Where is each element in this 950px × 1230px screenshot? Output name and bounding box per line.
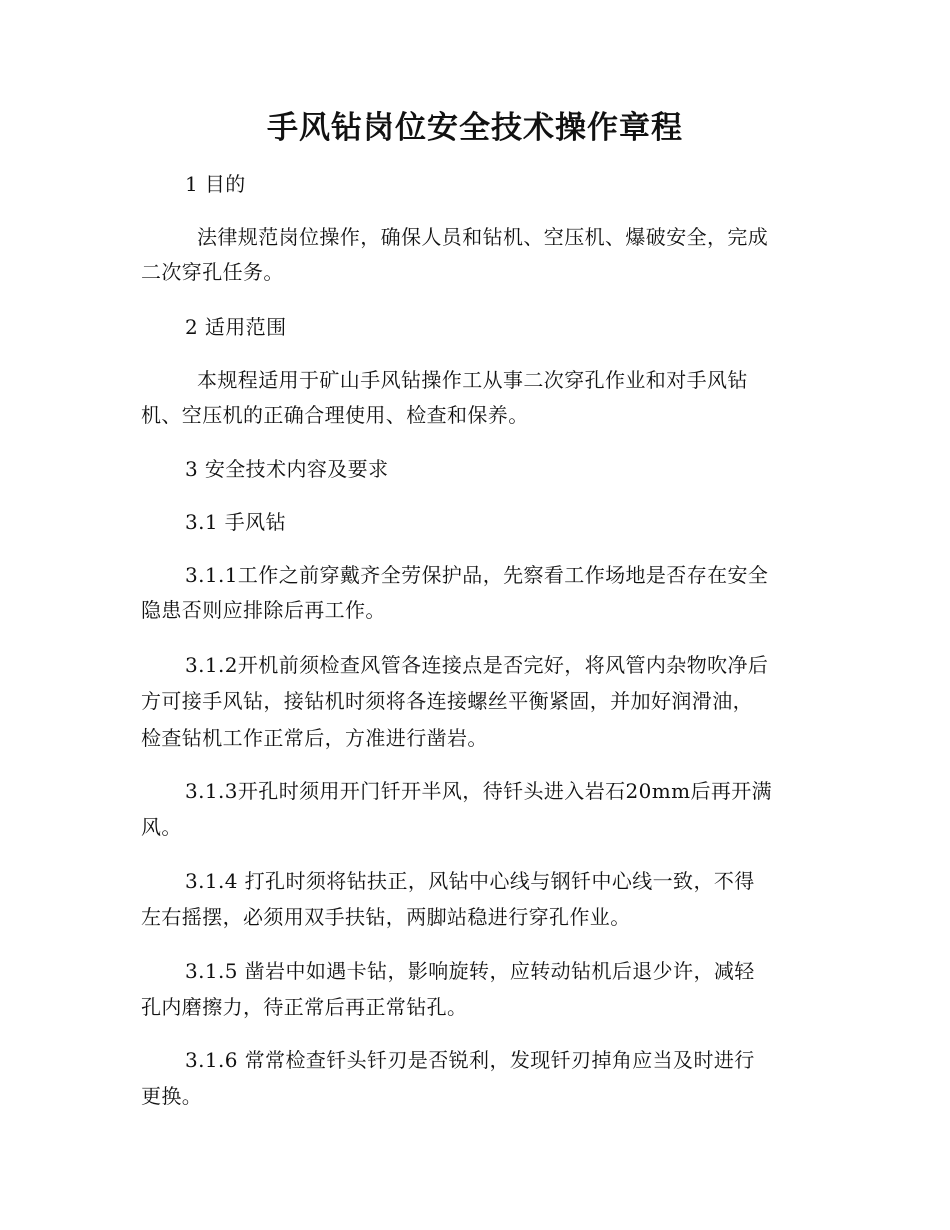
item-3-1-5-line-2: 孔内磨擦力，待正常后再正常钻孔。: [141, 995, 468, 1019]
item-3-1-2-line-2: 方可接手风钻，接钻机时须将各连接螺丝平衡紧固，并加好润滑油，: [141, 689, 753, 713]
section-2-heading: 2 适用范围: [185, 315, 287, 339]
item-3-1-2-line-1: 3.1.2开机前须检查风管各连接点是否完好，将风管内杂物吹净后: [185, 653, 769, 677]
item-3-1-1-line-2: 隐患否则应排除后再工作。: [141, 598, 386, 622]
item-3-1-3-line-2: 风。: [141, 815, 182, 839]
item-3-1-6-line-1: 3.1.6 常常检查钎头钎刃是否锐利，发现钎刃掉角应当及时进行: [185, 1048, 755, 1072]
item-3-1-1-line-1: 3.1.1工作之前穿戴齐全劳保护品，先察看工作场地是否存在安全: [185, 563, 769, 587]
item-3-1-3-line-1: 3.1.3开孔时须用开门钎开半风，待钎头进入岩石20mm后再开满: [185, 779, 773, 803]
item-3-1-6-line-2: 更换。: [141, 1084, 203, 1108]
section-1-paragraph-line-1: 法律规范岗位操作，确保人员和钻机、空压机、爆破安全，完成: [197, 225, 769, 249]
section-1-heading: 1 目的: [185, 172, 246, 196]
document-title: 手风钻岗位安全技术操作章程: [267, 110, 683, 146]
item-3-1-2-line-3: 检查钻机工作正常后，方准进行凿岩。: [141, 726, 488, 750]
section-3-1-heading: 3.1 手风钻: [185, 510, 286, 534]
item-3-1-4-line-2: 左右摇摆，必须用双手扶钻，两脚站稳进行穿孔作业。: [141, 905, 631, 929]
section-2-paragraph-line-1: 本规程适用于矿山手风钻操作工从事二次穿孔作业和对手风钻: [197, 368, 748, 392]
section-1-paragraph-line-2: 二次穿孔任务。: [141, 260, 284, 284]
item-3-1-5-line-1: 3.1.5 凿岩中如遇卡钻，影响旋转，应转动钻机后退少许，减轻: [185, 959, 755, 983]
section-3-heading: 3 安全技术内容及要求: [185, 457, 389, 481]
item-3-1-4-line-1: 3.1.4 打孔时须将钻扶正，风钻中心线与钢钎中心线一致，不得: [185, 869, 755, 893]
section-2-paragraph-line-2: 机、空压机的正确合理使用、检查和保养。: [141, 403, 529, 427]
